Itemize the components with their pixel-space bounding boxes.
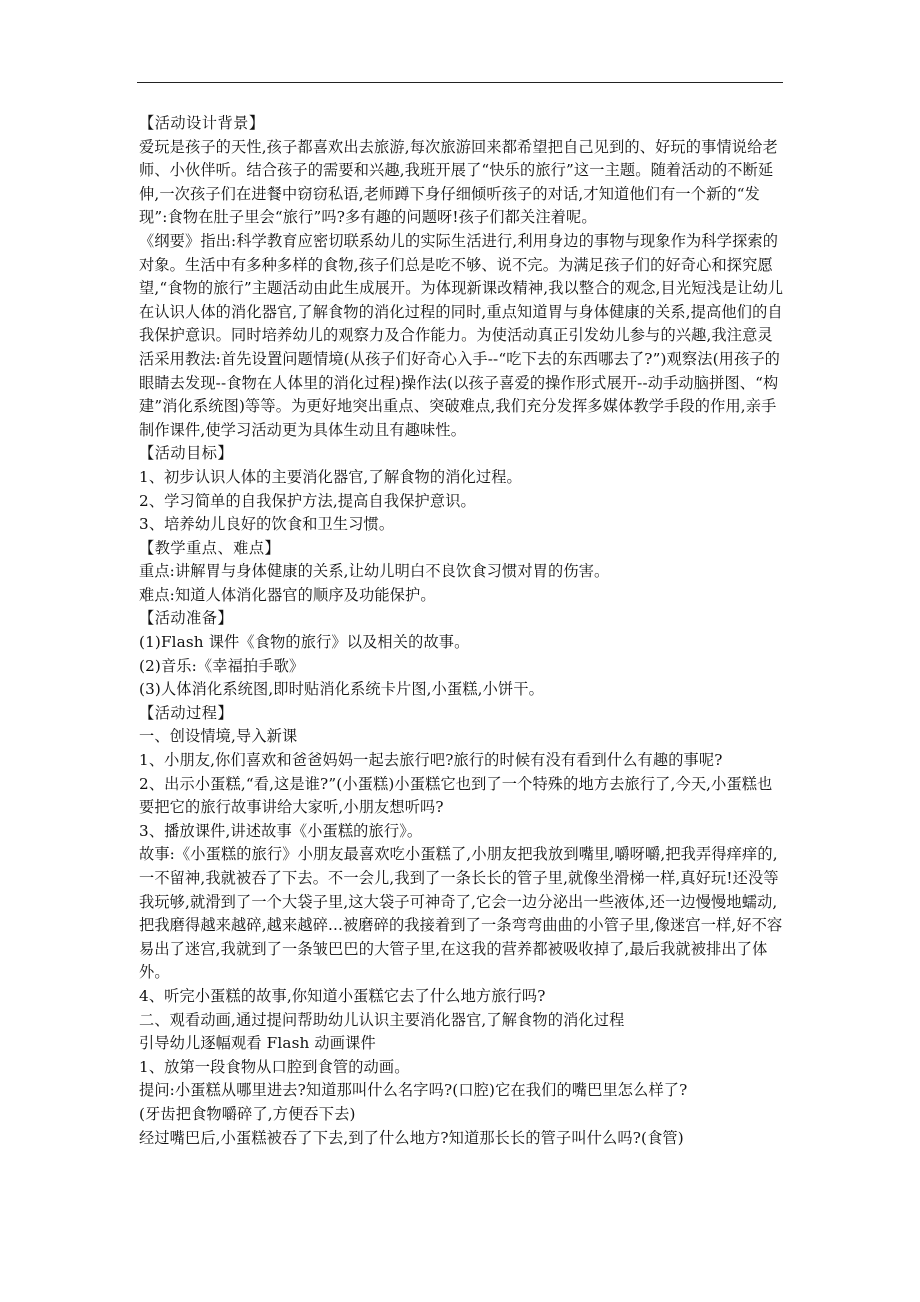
paragraph: 4、听完小蛋糕的故事,你知道小蛋糕它去了什么地方旅行吗? xyxy=(139,986,546,1005)
section-heading: 【活动目标】 xyxy=(139,444,234,463)
header-rule xyxy=(137,82,783,83)
section-heading: 【活动设计背景】 xyxy=(139,114,265,132)
paragraph: 二、观看动画,通过提问帮助幼儿认识主要消化器官,了解食物的消化过程 xyxy=(139,1010,625,1029)
paragraph: 2、学习简单的自我保护方法,提高自我保护意识。 xyxy=(139,491,476,510)
section-heading: 【教学重点、难点】 xyxy=(139,538,281,557)
document-body xyxy=(139,112,787,1150)
paragraph: 爱玩是孩子的天性,孩子都喜欢出去旅游,每次旅游回来都希望把自己见到的、好玩的事情说给老师、小伙伴听。结合孩子的需要和兴趣,我班开展了“快乐的旅行”这一主题。随着活动的不断延伸,一次孩子们在进餐中窃窃私语,老师蹲下身仔细倾听孩子的对话,才知道他们有一个新的“发现”:食物在肚子里会“旅行”吗?多有趣的问题呀!孩子们都关注着呢。 xyxy=(139,137,778,227)
paragraph: 一、创设情境,导入新课 xyxy=(139,727,298,746)
paragraph: 《纲要》指出:科学教育应密切联系幼儿的实际生活进行,利用身边的事物与现象作为科学探索的对象。生活中有多种多样的食物,孩子们总是吃不够、说不完。为满足孩子们的好奇心和探究愿望,“食物的旅行”主题活动由此生成展开。为体现新课改精神,我以整合的观念,目光短浅是让幼儿在认识人体的消化器官,了解食物的消化过程的同时,重点知道胃与身体健康的关系,提高他们的自我保护意识。同时培养幼儿的观察力及合作能力。为使活动真正引发幼儿参与的兴趣,我注意灵活采用教法:首先设置问题情境(从孩子们好奇心入手--“吃下去的东西哪去了?”)观察法(用孩子的眼睛去发现--食物在人体里的消化过程)操作法(以孩子喜爱的操作形式展开--动手动脑拼图、“构建”消化系统图)等等。为更好地突出重点、突破难点,我们充分发挥多媒体教学手段的作用,亲手制作课件,使学习活动更为具体生动且有趣味性。 xyxy=(139,231,784,439)
paragraph: 1、放第一段食物从口腔到食管的动画。 xyxy=(139,1057,410,1076)
paragraph: (2)音乐:《幸福拍手歌》 xyxy=(139,656,305,675)
paragraph: (1)Flash 课件《食物的旅行》以及相关的故事。 xyxy=(139,633,470,652)
paragraph: 3、播放课件,讲述故事《小蛋糕的旅行》。 xyxy=(139,821,423,840)
paragraph: 提问:小蛋糕从哪里进去?知道那叫什么名字吗?(口腔)它在我们的嘴巴里怎么样了? xyxy=(139,1081,688,1100)
paragraph: (牙齿把食物嚼碎了,方便吞下去) xyxy=(139,1104,356,1123)
paragraph: 难点:知道人体消化器官的顺序及功能保护。 xyxy=(139,585,436,604)
paragraph: 3、培养幼儿良好的饮食和卫生习惯。 xyxy=(139,515,395,534)
paragraph: 引导幼儿逐幅观看 Flash 动画课件 xyxy=(139,1034,376,1053)
paragraph: 重点:讲解胃与身体健康的关系,让幼儿明白不良饮食习惯对胃的伤害。 xyxy=(139,562,610,581)
paragraph: 2、出示小蛋糕,“看,这是谁?”(小蛋糕)小蛋糕它也到了一个特殊的地方去旅行了,今天,小蛋糕也要把它的旅行故事讲给大家听,小朋友想听吗? xyxy=(139,774,773,817)
paragraph: (3)人体消化系统图,即时贴消化系统卡片图,小蛋糕,小饼干。 xyxy=(139,680,544,699)
paragraph: 1、初步认识人体的主要消化器官,了解食物的消化过程。 xyxy=(139,467,522,486)
paragraph: 1、小朋友,你们喜欢和爸爸妈妈一起去旅行吧?旅行的时候有没有看到什么有趣的事呢? xyxy=(139,751,723,770)
section-heading: 【活动准备】 xyxy=(139,609,234,628)
section-heading: 【活动过程】 xyxy=(139,703,234,722)
paragraph: 故事:《小蛋糕的旅行》小朋友最喜欢吃小蛋糕了,小朋友把我放到嘴里,嚼呀嚼,把我弄得痒痒的,一不留神,我就被吞了下去。不一会儿,我到了一条长长的管子里,就像坐滑梯一样,真好玩!还没等我玩够,就滑到了一个大袋子里,这大袋子可神奇了,它会一边分泌出一些液体,还一边慢慢地蠕动,把我磨得越来越碎,越来越碎...被磨碎的我接着到了一条弯弯曲曲的小管子里,像迷宫一样,好不容易出了迷宫,我就到了一条皱巴巴的大管子里,在这我的营养都被吸收掉了,最后我就被排出了体外。 xyxy=(139,845,783,982)
paragraph: 经过嘴巴后,小蛋糕被吞了下去,到了什么地方?知道那长长的管子叫什么吗?(食管) xyxy=(139,1128,684,1147)
